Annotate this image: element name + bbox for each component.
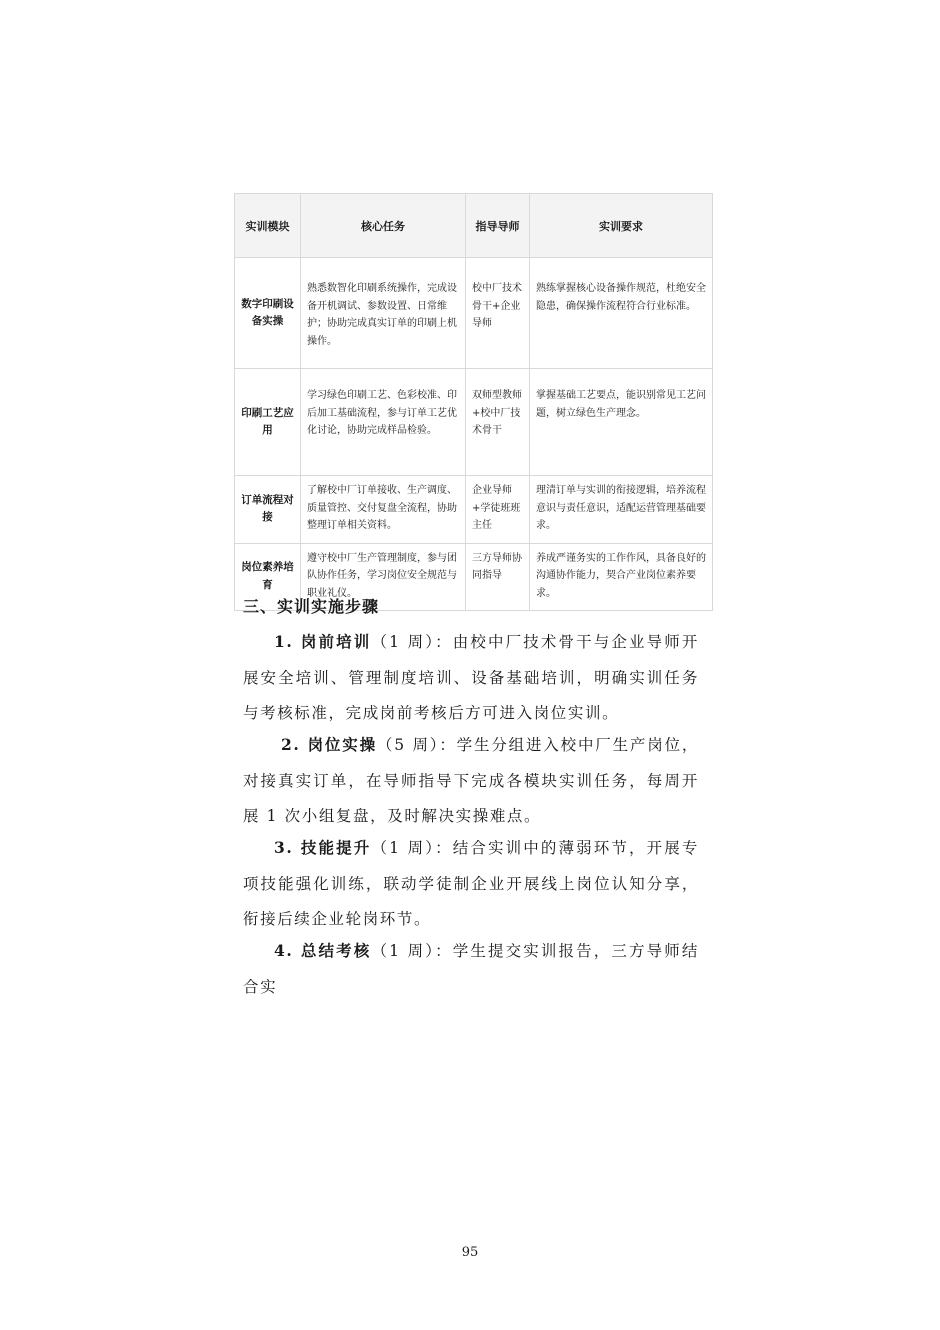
- step-paragraph: [243, 830, 699, 938]
- table-row: [235, 369, 713, 476]
- step-lead: 2. 岗位实操: [281, 735, 377, 754]
- row-task: 了解校中厂订单接收、生产调度、质量管控、交付复盘全流程，协助整理订单相关资料。: [301, 476, 466, 544]
- section-heading: 三、实训实施步骤: [243, 597, 380, 616]
- row-requirement: 熟练掌握核心设备操作规范，杜绝安全隐患，确保操作流程符合行业标准。: [530, 258, 713, 369]
- row-mentor: 双师型教师+校中厂技术骨干: [466, 369, 530, 476]
- row-task: 熟悉数智化印刷系统操作，完成设备开机调试、参数设置、日常维护；协助完成真实订单的印刷上机操作。: [301, 258, 466, 369]
- header-requirement: 实训要求: [530, 194, 713, 258]
- table-header-row: [235, 194, 713, 258]
- page-number: 95: [461, 1245, 479, 1260]
- row-mentor: 校中厂技术骨干+企业导师: [466, 258, 530, 369]
- table-row: [235, 258, 713, 369]
- row-module: 岗位素养培育: [235, 543, 301, 611]
- header-task: 核心任务: [301, 194, 466, 258]
- row-module: 数字印刷设备实操: [235, 258, 301, 369]
- row-mentor: 企业导师+学徒班班主任: [466, 476, 530, 544]
- header-module: 实训模块: [235, 194, 301, 258]
- row-requirement: 理清订单与实训的衔接逻辑，培养流程意识与责任意识，适配运营管理基础要求。: [530, 476, 713, 544]
- header-mentor: 指导导师: [466, 194, 530, 258]
- row-module: 印刷工艺应用: [235, 369, 301, 476]
- step-text: （5 周）：学生分组进入校中厂生产岗位，对接真实订单，在导师指导下完成各模块实训任务，每周开展 1 次小组复盘，及时解决实操难点。: [243, 736, 699, 825]
- step-text: （1 周）：由校中厂技术骨干与企业导师开展安全培训、管理制度培训、设备基础培训，明确实训任务与考核标准，完成岗前考核后方可进入岗位实训。: [243, 633, 700, 722]
- step-paragraph: [243, 624, 699, 732]
- row-module: 订单流程对接: [235, 476, 301, 544]
- row-task: 学习绿色印刷工艺、色彩校准、印后加工基础流程，参与订单工艺优化讨论，协助完成样品检验。: [301, 369, 466, 476]
- row-task: 遵守校中厂生产管理制度，参与团队协作任务，学习岗位安全规范与职业礼仪。: [301, 543, 466, 611]
- step-lead: 1. 岗前培训: [274, 632, 372, 651]
- row-requirement: 养成严谨务实的工作作风，具备良好的沟通协作能力，契合产业岗位素养要求。: [530, 543, 713, 611]
- step-paragraph: [243, 727, 699, 835]
- step-paragraph: [243, 933, 699, 1005]
- step-lead: 4. 总结考核: [274, 941, 372, 960]
- step-lead: 3. 技能提升: [274, 838, 372, 857]
- row-requirement: 掌握基础工艺要点，能识别常见工艺问题，树立绿色生产理念。: [530, 369, 713, 476]
- table-row: [235, 476, 713, 544]
- step-text: （1 周）：结合实训中的薄弱环节，开展专项技能强化训练，联动学徒制企业开展线上岗位认知分享，衔接后续企业轮岗环节。: [243, 839, 700, 928]
- step-text: （1 周）：学生提交实训报告，三方导师结合实: [243, 942, 700, 996]
- training-table: [234, 193, 713, 611]
- row-mentor: 三方导师协同指导: [466, 543, 530, 611]
